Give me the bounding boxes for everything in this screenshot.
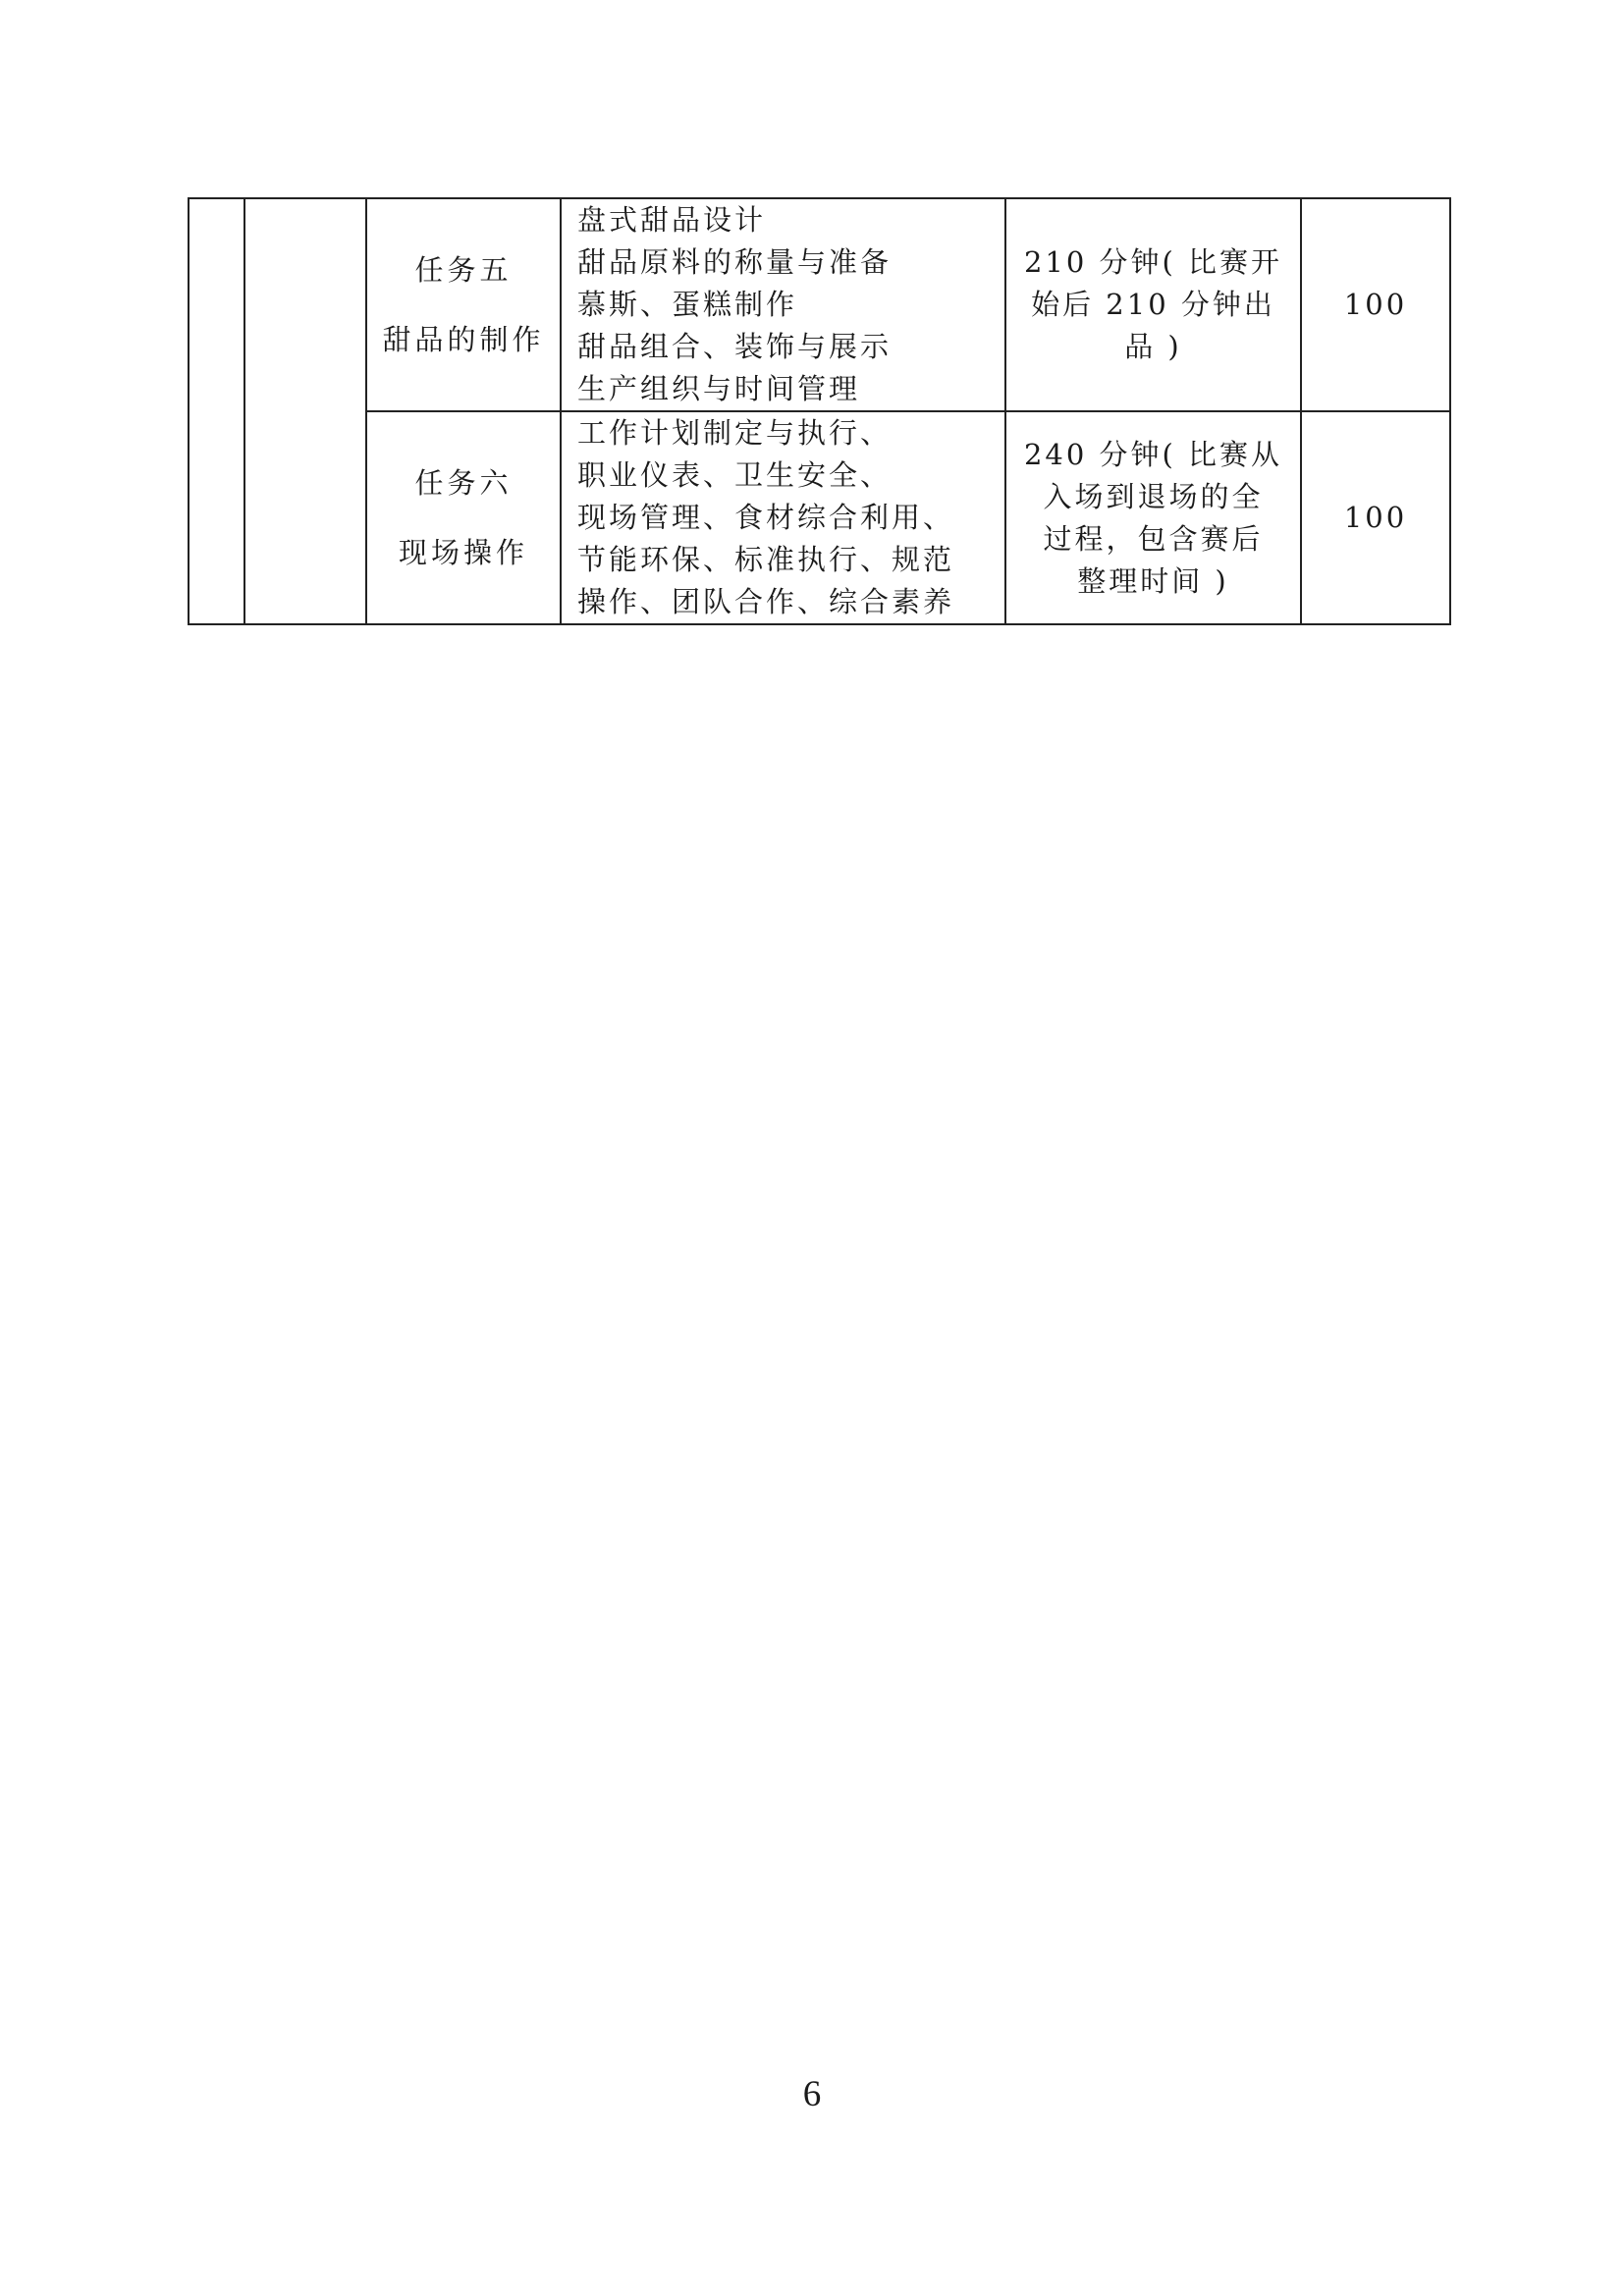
time-line: 过程，包含赛后 (1043, 521, 1264, 556)
content-line: 盘式甜品设计 (577, 203, 767, 237)
score-cell: 100 (1301, 411, 1450, 624)
content-line: 操作、团队合作、综合素养 (577, 585, 955, 618)
time-line: 整理时间 ) (1077, 563, 1229, 598)
time-line: 入场到退场的全 (1043, 479, 1264, 513)
task-cell (366, 198, 561, 411)
content-cell (561, 411, 1005, 624)
score-cell: 100 (1301, 198, 1450, 411)
table-row (189, 198, 1450, 411)
task-number: 任务五 (414, 252, 513, 287)
task-cell (366, 411, 561, 624)
time-line: 始后 210 分钟出 (1031, 288, 1275, 321)
task-number: 任务六 (414, 465, 513, 500)
content-line: 节能环保、标准执行、规范 (577, 543, 955, 576)
table-row (189, 411, 1450, 624)
page-number: 6 (802, 2074, 822, 2114)
competition-task-table (188, 197, 1451, 625)
content-line: 职业仪表、卫生安全、 (577, 458, 893, 492)
task-name: 现场操作 (398, 535, 528, 569)
content-cell (561, 198, 1005, 411)
content-line: 生产组织与时间管理 (577, 372, 861, 405)
task-name: 甜品的制作 (382, 322, 545, 356)
content-line: 甜品原料的称量与准备 (577, 245, 893, 279)
content-line: 现场管理、食材综合利用、 (577, 501, 955, 534)
content-line: 工作计划制定与执行、 (577, 416, 893, 450)
content-line: 慕斯、蛋糕制作 (577, 288, 798, 321)
time-line: 240 分钟( 比赛从 (1023, 437, 1283, 471)
time-line: 210 分钟( 比赛开 (1023, 245, 1283, 279)
content-line: 甜品组合、装饰与展示 (577, 330, 893, 363)
merged-empty-cell-1 (189, 198, 244, 624)
time-cell (1005, 411, 1301, 624)
time-line: 品 ) (1124, 330, 1182, 363)
time-cell (1005, 198, 1301, 411)
merged-empty-cell-2 (244, 198, 366, 624)
